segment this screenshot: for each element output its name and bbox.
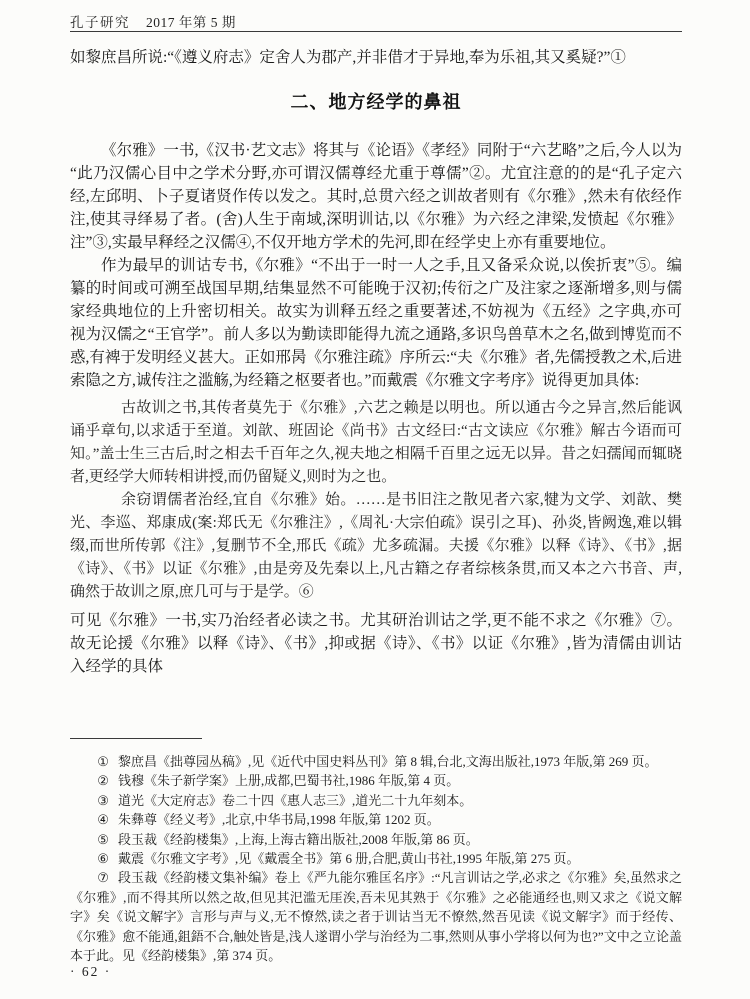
footnote-text: 钱穆《朱子新学案》上册,成都,巴蜀书社,1986 年版,第 4 页。 <box>117 773 460 789</box>
body-paragraph-1: 《尔雅》一书,《汉书·艺文志》将其与《论语》《孝经》同附于“六艺略”之后,今人以为“此乃汉儒心目中之学术分野,亦可谓汉儒尊经尤重于尊儒”②。尤宜注意的的是“孔子定六经,左邱明、卜子夏诸贤作传以发之。其时,总贯六经之训故者则有《尔雅》,然未有依经作注,使其寻绎易了者。(舍)人生于南域,深明训诂,以《尔雅》为六经之津梁,发愤起《尔雅》注”③,实最早释经之汉儒④,不仅开地方学术的先河,即在经学史上亦有重要地位。 <box>70 142 682 251</box>
block-quote-1: 古故训之书,其传者莫先于《尔雅》,六艺之赖是以明也。所以通古今之异言,然后能讽诵乎章句,以求适于至道。刘歆、班固论《尚书》古文经曰:“古文读应《尔雅》解古今语而可知。”盖士生三古后,时之相去千百年之久,视夫地之相隔千百里之远无以异。昔之妇孺闻而辄晓者,更经学大师转相讲授,而仍留疑义,则时为之也。 <box>70 400 682 485</box>
footnote-marker: ④ <box>97 812 109 828</box>
footnote-3 <box>70 791 682 810</box>
footnote-text: 朱彝尊《经义考》,北京,中华书局,1998 年版,第 1202 页。 <box>117 812 440 828</box>
running-head <box>70 11 236 31</box>
footnote-marker: ① <box>97 754 109 769</box>
block-quote-2: 余窃谓儒者治经,宜自《尔雅》始。……是书旧注之散见者六家,犍为文学、刘歆、樊光、李巡、郑康成(案:郑氏无《尔雅注》,《周礼·大宗伯疏》误引之耳)、孙炎,皆阙逸,难以辑缀,而世所传郭《注》,复删节不全,邢氏《疏》尤多疏漏。夫援《尔雅》以释《诗》、《书》,据《诗》、《书》以证《尔雅》,由是旁及先秦以上,凡古籍之存者综核条贯,而又本之六书音、声,确然于故训之原,庶几可与于是学。⑥ <box>70 492 682 600</box>
issue-label: 2017 年第 5 期 <box>146 15 236 30</box>
footnote-6 <box>70 849 682 868</box>
footnote-text: 黎庶昌《拙尊园丛稿》,见《近代中国史料丛刊》第 8 辑,台北,文海出版社,1973 年版,第 269 页。 <box>117 754 658 769</box>
lead-paragraph: 如黎庶昌所说:“《遵义府志》定舍人为郡产,并非借才于异地,奉为乐祖,其又奚疑?”① <box>70 49 626 66</box>
footnote-marker: ⑤ <box>97 831 109 847</box>
footnote-5 <box>70 830 682 849</box>
body-paragraph-3: 可见《尔雅》一书,实乃治经者必读之书。尤其研治训诂之学,更不能不求之《尔雅》⑦。故无论援《尔雅》以释《诗》、《书》,抑或据《诗》、《书》以证《尔雅》,皆为清儒由训诂入经学的具体 <box>70 612 682 675</box>
footnote-7 <box>70 868 682 965</box>
footnote-marker: ⑥ <box>97 851 109 867</box>
header-rule <box>70 31 682 32</box>
footnote-marker: ② <box>97 773 109 789</box>
journal-title: 孔子研究 <box>70 15 130 30</box>
footnote-text: 道光《大定府志》卷二十四《惠人志三》,道光二十九年刻本。 <box>117 792 473 808</box>
footnote-divider <box>70 738 202 739</box>
article-body <box>70 46 682 678</box>
footnotes-section <box>70 738 682 965</box>
footnote-text: 段玉裁《经韵楼文集补编》卷上《严九能尔雅匡名序》:“凡言训诂之学,必求之《尔雅》矣,虽然求之《尔雅》,而不得其所以然之故,但见其汜滥无厓涘,吾未见其熟于《尔雅》之必能通经也,则又求之《说文解字》矣《说文解字》言形与声与义,无不憭然,读之者于训诂当无不憭然,然吾见读《说文解字》而于经传、《尔雅》愈不能通,鉏鋙不合,触处皆是,浅人遂谓小学与治经为二事,然则从事小学将以何为也?”文中之立论盖本于此。见《经韵楼集》,第 374 页。 <box>70 870 682 964</box>
footnote-1 <box>70 752 682 771</box>
body-paragraph-2: 作为最早的训诂专书,《尔雅》“不出于一时一人之手,且又备采众说,以俟折衷”⑤。编纂的时间或可溯至战国早期,结集显然不可能晚于汉初;传衍之广及注家之逐渐增多,则与儒家经典地位的上升密切相关。故实为训释五经之重要著述,不妨视为《五经》之字典,亦可视为汉儒之“王官学”。前人多以为勤读即能得九流之通路,多识鸟兽草木之名,做到博览而不惑,有裨于发明经义甚大。正如邢昺《尔雅注疏》序所云:“夫《尔雅》者,先儒授教之术,后进索隐之方,诚传注之滥觞,为经籍之枢要者也。”而戴震《尔雅文字考序》说得更加具体: <box>70 257 682 389</box>
page-number: · 62 · <box>70 964 112 979</box>
footnote-marker: ⑦ <box>97 870 109 886</box>
section-heading: 二、地方经学的鼻祖 <box>290 92 462 112</box>
footnote-text: 段玉裁《经韵楼集》,上海,上海古籍出版社,2008 年版,第 86 页。 <box>117 831 479 847</box>
footnote-2 <box>70 771 682 790</box>
footnote-marker: ③ <box>97 792 109 808</box>
footnote-text: 戴震《尔雅文字考》,见《戴震全书》第 6 册,合肥,黄山书社,1995 年版,第 275 页。 <box>117 851 580 867</box>
footnote-4 <box>70 810 682 829</box>
